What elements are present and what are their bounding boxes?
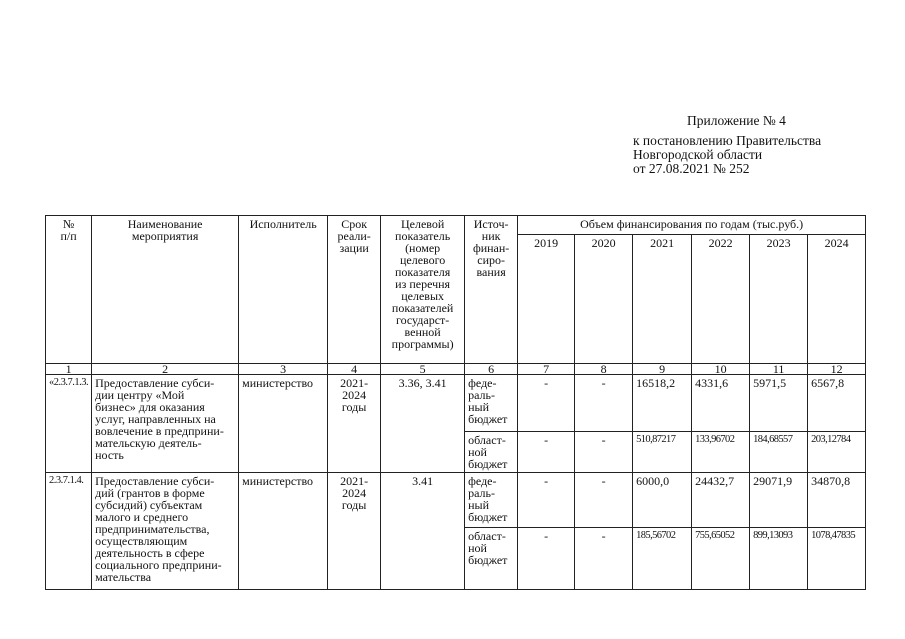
row-executor: министерство	[239, 375, 328, 473]
cell-value: 4331,6	[692, 375, 750, 432]
row-term: 2021- 2024 годы	[328, 375, 381, 473]
row-source: област- ной бюджет	[465, 528, 518, 590]
header-executor: Исполнитель	[239, 216, 328, 364]
cell-value: 24432,7	[692, 473, 750, 528]
header-term: Срок реали- зации	[328, 216, 381, 364]
column-number: 6	[465, 364, 518, 375]
row-term: 2021- 2024 годы	[328, 473, 381, 590]
cell-value: 1078,47835	[808, 528, 866, 590]
cell-value: -	[518, 473, 575, 528]
column-number: 9	[633, 364, 692, 375]
row-name: Предоставление субси- дий (грантов в форме субсидий) субъектам малого и среднего предпринимательства, осуществляющим деятельность в сфере социального предприни- мательства	[92, 473, 239, 590]
cell-value: 510,87217	[633, 432, 692, 473]
header-source: Источ- ник финан- сиро- вания	[465, 216, 518, 364]
cell-value: 29071,9	[750, 473, 808, 528]
column-number: 2	[92, 364, 239, 375]
cell-value: 5971,5	[750, 375, 808, 432]
cell-value: -	[575, 432, 633, 473]
header-year: 2022	[692, 235, 750, 364]
cell-value: 185,56702	[633, 528, 692, 590]
cell-value: 6567,8	[808, 375, 866, 432]
header-year: 2019	[518, 235, 575, 364]
header-year: 2020	[575, 235, 633, 364]
cell-value: 755,65052	[692, 528, 750, 590]
header-funding: Объем финансирования по годам (тыс.руб.)	[518, 216, 866, 235]
cell-value: 203,12784	[808, 432, 866, 473]
column-number: 7	[518, 364, 575, 375]
header-line-1: к постановлению Правительства	[633, 133, 822, 148]
cell-value: 184,68557	[750, 432, 808, 473]
row-target: 3.36, 3.41	[381, 375, 465, 473]
cell-value: 6000,0	[633, 473, 692, 528]
row-source: феде- раль- ный бюджет	[465, 473, 518, 528]
row-source: област- ной бюджет	[465, 432, 518, 473]
header-line-2: Новгородской области	[633, 147, 763, 162]
header-name: Наименование мероприятия	[92, 216, 239, 364]
cell-value: -	[518, 528, 575, 590]
row-executor: министерство	[239, 473, 328, 590]
column-number: 1	[46, 364, 92, 375]
row-source: феде- раль- ный бюджет	[465, 375, 518, 432]
row-name: Предоставление субси- дии центру «Мой бизнес» для оказания услуг, направленных на вовлечение в предприни- мательскую деятель- ность	[92, 375, 239, 473]
header-num: № п/п	[46, 216, 92, 364]
cell-value: -	[518, 432, 575, 473]
column-number: 10	[692, 364, 750, 375]
column-number: 3	[239, 364, 328, 375]
row-target: 3.41	[381, 473, 465, 590]
cell-value: 34870,8	[808, 473, 866, 528]
header-year: 2023	[750, 235, 808, 364]
cell-value: -	[575, 528, 633, 590]
column-number: 12	[808, 364, 866, 375]
cell-value: 16518,2	[633, 375, 692, 432]
document-header	[633, 114, 893, 176]
row-code: «2.3.7.1.3.	[46, 375, 92, 473]
table-row	[46, 473, 866, 528]
cell-value: -	[575, 375, 633, 432]
header-year: 2024	[808, 235, 866, 364]
header-line-3: от 27.08.2021 № 252	[633, 161, 750, 176]
header-target: Целевой показатель (номер целевого показателя из перечня целевых показателей государст- венной программы)	[381, 216, 465, 364]
cell-value: 899,13093	[750, 528, 808, 590]
column-number: 8	[575, 364, 633, 375]
cell-value: -	[575, 473, 633, 528]
column-number-row	[46, 364, 866, 375]
header-year: 2021	[633, 235, 692, 364]
appendix-title: Приложение № 4	[687, 113, 786, 128]
cell-value: -	[518, 375, 575, 432]
column-number: 4	[328, 364, 381, 375]
column-number: 5	[381, 364, 465, 375]
cell-value: 133,96702	[692, 432, 750, 473]
table-row	[46, 375, 866, 432]
row-code: 2.3.7.1.4.	[46, 473, 92, 590]
funding-table	[45, 215, 866, 590]
column-number: 11	[750, 364, 808, 375]
